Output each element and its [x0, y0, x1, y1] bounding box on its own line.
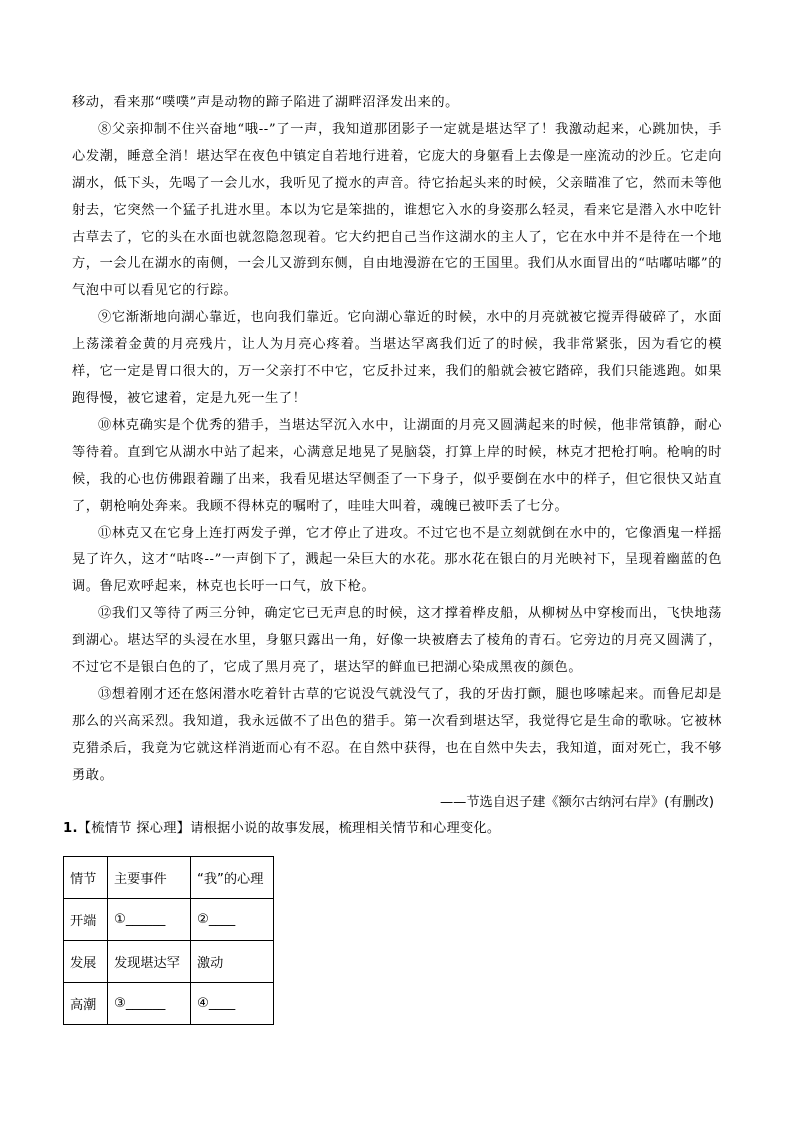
plot-psychology-table	[63, 856, 274, 1025]
paragraph-10: ⑩林克确实是个优秀的猎手，当堪达罕沉入水中，让湖面的月亮又圆满起来的时候，他非常镇静，耐心等待着。直到它从湖水中站了起来，心满意足地晃了晃脑袋，打算上岸的时候，林克才把枪打响。枪响的时候，我的心也仿佛跟着蹦了出来，我看见堪达罕侧歪了一下身子，似乎要倒在水中的样子，但它很快又站直了，朝枪响处奔来。我顾不得林克的嘱咐了，哇哇大叫着，魂魄已被吓丢了七分。	[72, 417, 722, 514]
paragraph-continued: 移动，看来那“噗噗”声是动物的蹄子陷进了湖畔沼泽发出来的。	[72, 95, 459, 110]
blank-cell: ①______	[108, 899, 191, 941]
blank-cell: ③______	[108, 983, 191, 1025]
table-row	[64, 899, 274, 941]
table-row	[64, 941, 274, 983]
table-cell: 激动	[191, 941, 274, 983]
question-1	[63, 816, 722, 842]
table-cell: 高潮	[64, 983, 108, 1025]
table-header-row	[64, 857, 274, 899]
paragraph-8: ⑧父亲抑制不住兴奋地“哦--”了一声，我知道那团影子一定就是堪达罕了！我激动起来，心跳加快，手心发潮，睡意全消！堪达罕在夜色中镇定自若地行进着，它庞大的身躯看上去像是一座流动的沙丘。它走向湖水，低下头，先喝了一会儿水，我听见了搅水的声音。待它抬起头来的时候，父亲瞄准了它，然而未等他射去，它突然一个猛子扎进水里。本以为它是笨拙的，谁想它入水的身姿那么轻灵，看来它是潜入水中吃针古草去了，它的头在水面也就忽隐忽现着。它大约把自己当作这湖水的主人了，它在水中并不是待在一个地方，一会儿在湖水的南侧，一会儿又游到东侧，自由地漫游在它的王国里。我们从水面冒出的“咕嘟咕嘟”的气泡中可以看见它的行踪。	[72, 121, 722, 299]
question-text: 请根据小说的故事发展，梳理相关情节和心理变化。	[190, 820, 501, 836]
blank-cell: ②____	[191, 899, 274, 941]
paragraph-13: ⑬想着刚才还在悠闲潜水吃着针古草的它说没气就没气了，我的牙齿打颤，腿也哆嗦起来。而鲁尼却是那么的兴高采烈。我知道，我永远做不了出色的猎手。第一次看到堪达罕，我觉得它是生命的歌咏。它被林克猎杀后，我竟为它就这样消逝而心有不忍。在自然中获得，也在自然中失去，我知道，面对死亡，我不够勇敢。	[72, 686, 722, 783]
table-cell: 发现堪达罕	[108, 941, 191, 983]
question-tag: 【梳情节 探心理】	[77, 820, 191, 836]
header-cell: “我”的心理	[191, 857, 274, 899]
blank-cell: ④____	[191, 983, 274, 1025]
header-cell: 主要事件	[108, 857, 191, 899]
table-row	[64, 983, 274, 1025]
paragraph-9: ⑨它渐渐地向湖心靠近，也向我们靠近。它向湖心靠近的时候，水中的月亮就被它搅弄得破碎了，水面上荡漾着金黄的月亮残片，让人为月亮心疼着。当堪达罕离我们近了的时候，我非常紧张，因为看它的模样，它一定是胃口很大的，万一父亲打不中它，它反扑过来，我们的船就会被它踏碎，我们只能逃跑。如果跑得慢，被它逮着，定是九死一生了！	[72, 310, 722, 406]
paragraph-11: ⑪林克又在它身上连打两发子弹，它才停止了进攻。不过它也不是立刻就倒在水中的，它像酒鬼一样摇晃了许久，这才“咕咚--”一声倒下了，溅起一朵巨大的水花。那水花在银白的月光映衬下，呈现着幽蓝的色调。鲁尼欢呼起来，林克也长吁一口气，放下枪。	[72, 525, 722, 595]
paragraph-12: ⑫我们又等待了两三分钟，确定它已无声息的时候，这才撑着桦皮船，从柳树丛中穿梭而出，飞快地荡到湖心。堪达罕的头浸在水里，身躯只露出一角，好像一块被磨去了棱角的青石。它旁边的月亮又圆满了，不过它不是银白色的了，它成了黑月亮了，堪达罕的鲜血已把湖心染成黑夜的颜色。	[72, 606, 722, 676]
header-cell: 情节	[64, 857, 108, 899]
question-number: 1.	[63, 820, 78, 836]
table-cell: 发展	[64, 941, 108, 983]
source-citation: ——节选自迟子建《额尔古纳河右岸》(有删改)	[439, 794, 714, 810]
table-cell: 开端	[64, 899, 108, 941]
article-body	[63, 90, 722, 842]
